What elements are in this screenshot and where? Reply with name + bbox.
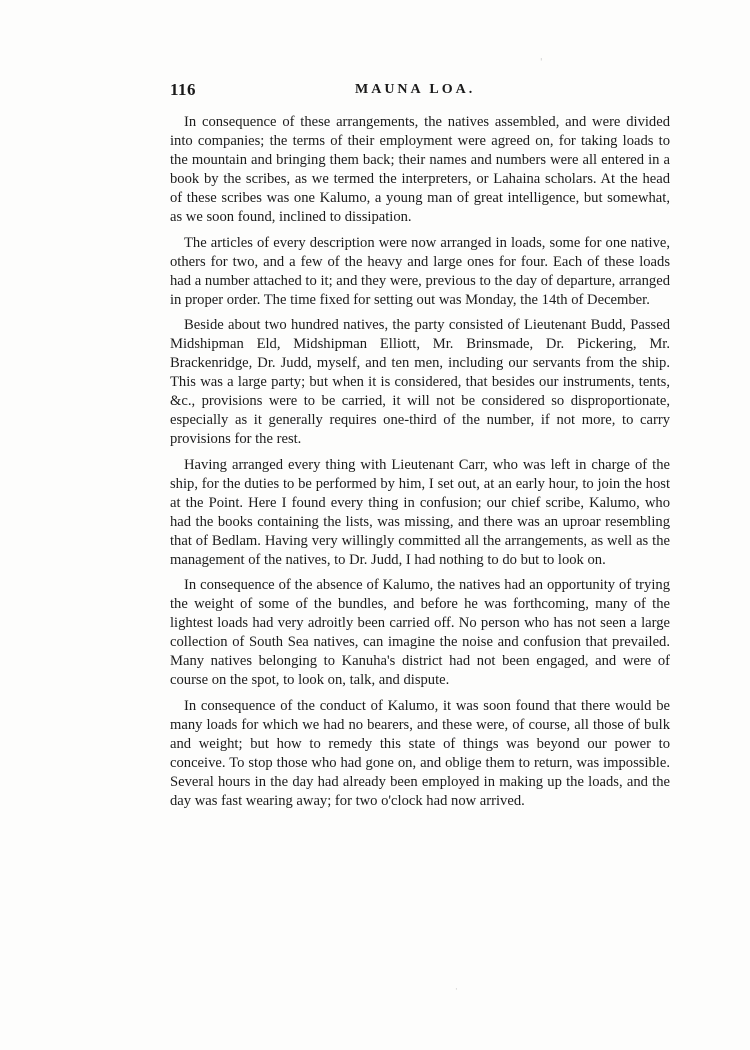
paragraph-4: Having arranged every thing with Lieutenant Carr, who was left in charge of the ship, for the duties to be performed by him, I set out, at an early hour, to join the host at the Point. Here I found every thing in confusion; our chief scribe, Kalumo, who had the books containing the lists, was missing, and there was an uproar resembling that of Bedlam. Having very willingly committed all the arrangements, as well as the management of the natives, to Dr. Judd, I had nothing to do but to look on. xyxy=(170,456,670,568)
body-text xyxy=(170,113,670,817)
paragraph-3: Beside about two hundred natives, the party consisted of Lieutenant Budd, Passed Midshipman Eld, Midshipman Elliott, Mr. Brinsmade, Dr. Pickering, Mr. Brackenridge, Dr. Judd, myself, and ten men, including our servants from the ship. This was a large party; but when it is considered, that besides our instruments, tents, &c., provisions were to be carried, it will not be considered so disproportionate, especially as it generally requires one-third of the number, if not more, to carry provisions for the rest. xyxy=(170,317,670,447)
paragraph-6: In consequence of the conduct of Kalumo, it was soon found that there would be many loads for which we had no bearers, and these were, of course, all those of bulk and weight; but how to remedy this state of things was beyond our power to conceive. To stop those who had gone on, and oblige them to return, was impossible. Several hours in the day had already been employed in making up the loads, and the day was fast wearing away; for two o'clock had now arrived. xyxy=(170,697,670,809)
paper-speck: · xyxy=(455,985,458,995)
running-title: MAUNA LOA. xyxy=(355,82,476,97)
paragraph-1: In consequence of these arrangements, the natives assembled, and were divided into companies; the terms of their employment were agreed on, for taking loads to the mountain and bringing them back; their names and numbers were all entered in a book by the scribes, as we termed the interpreters, or Lahaina scholars. At the head of these scribes was one Kalumo, a young man of great intelligence, but somewhat, as we soon found, inclined to dissipation. xyxy=(170,114,670,225)
paper-speck: ' xyxy=(540,58,543,68)
paragraph-5: In consequence of the absence of Kalumo, the natives had an opportunity of trying the weight of some of the bundles, and before he was forthcoming, many of the lightest loads had very adroitly been carried off. No person who has not seen a large collection of South Sea natives, can imagine the noise and confusion that prevailed. Many natives belonging to Kanuha's district had not been engaged, and were of course on the spot, to look on, talk, and dispute. xyxy=(170,577,670,688)
page-number: 116 xyxy=(170,80,197,99)
paragraph-2: The articles of every description were now arranged in loads, some for one native, others for two, and a few of the heavy and large ones for four. Each of these loads had a number attached to it; and they were, previous to the day of departure, arranged in proper order. The time fixed for setting out was Monday, the 14th of December. xyxy=(170,234,670,308)
running-head xyxy=(170,80,670,102)
